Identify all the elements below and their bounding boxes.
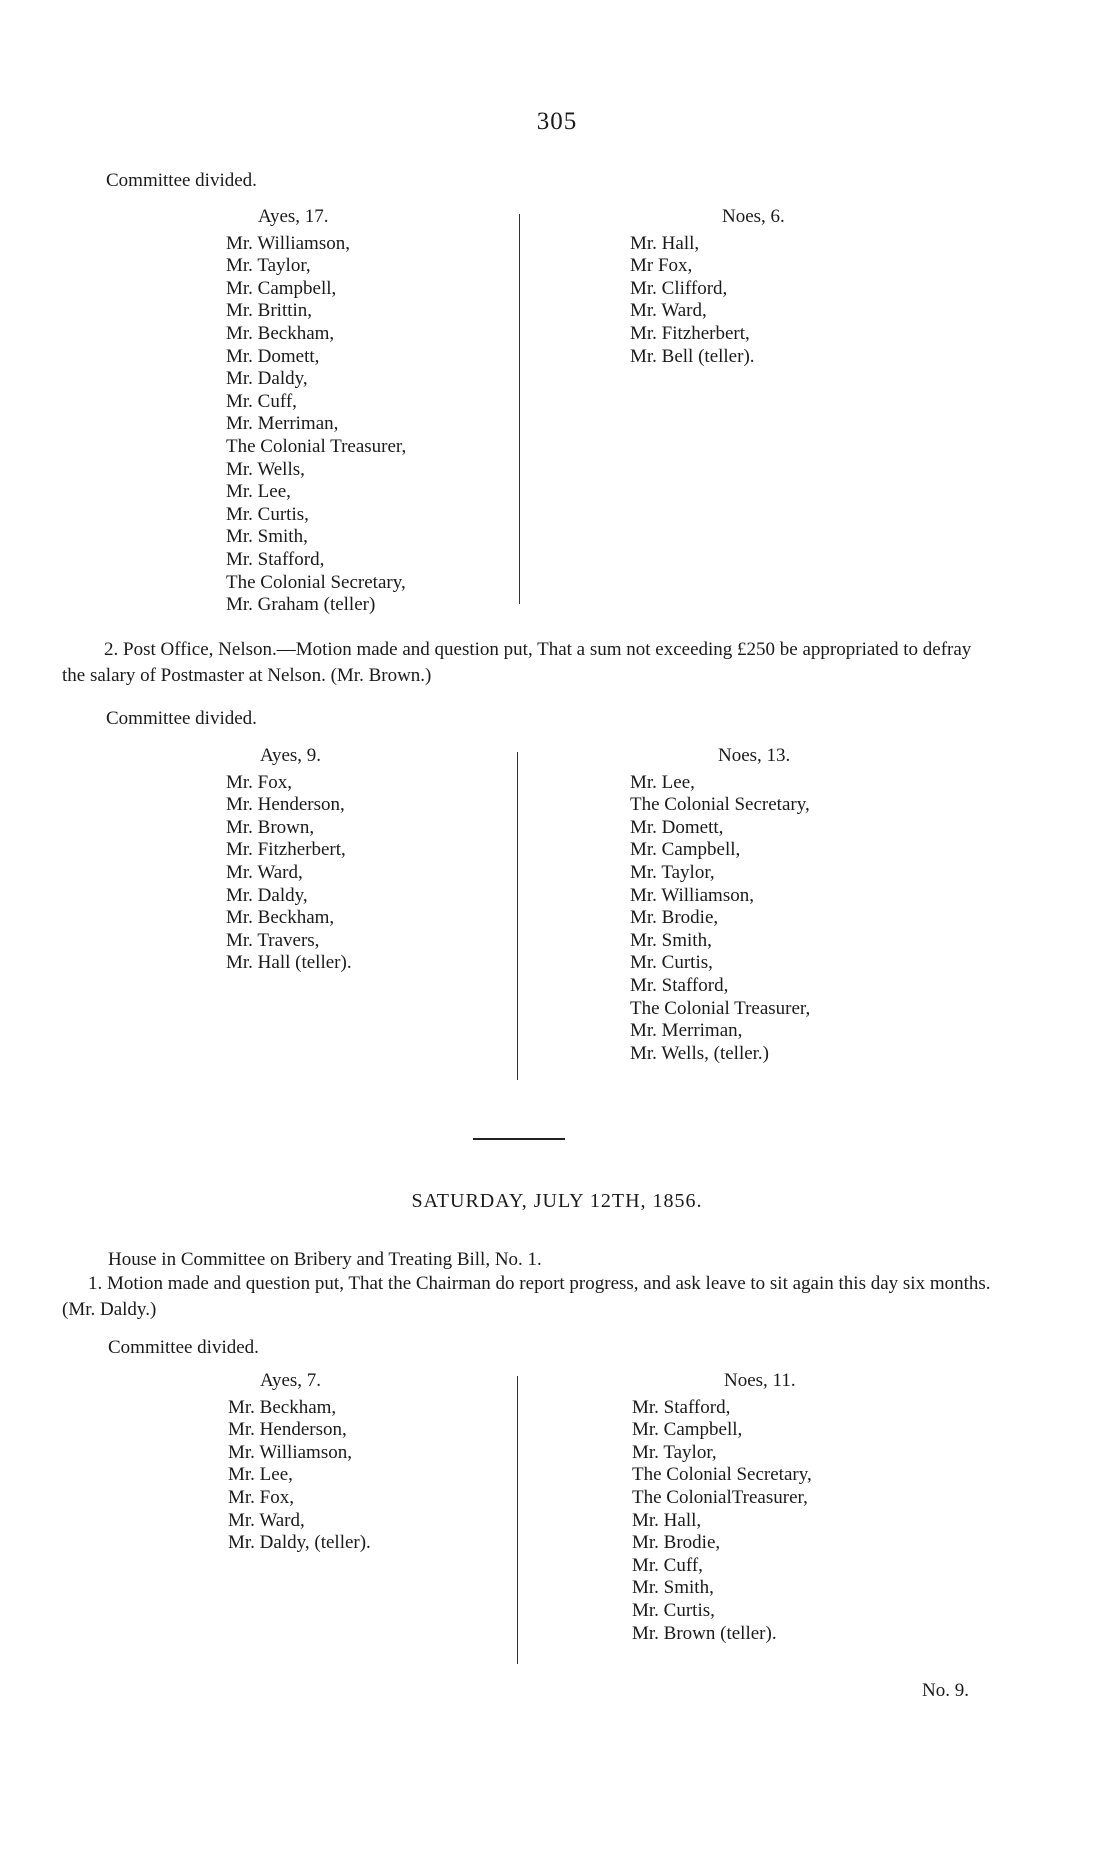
member-name: Mr. Travers, bbox=[226, 929, 320, 951]
member-name: Mr. Bell (teller). bbox=[630, 345, 755, 367]
noes-list-3 bbox=[632, 1397, 892, 1646]
committee-divided-2: Committee divided. bbox=[106, 708, 257, 729]
member-name: The Colonial Treasurer, bbox=[226, 435, 407, 457]
ayes-heading-2: Ayes, 9. bbox=[260, 745, 322, 766]
member-name: Mr. Merriman, bbox=[630, 1020, 743, 1042]
member-name: The ColonialTreasurer, bbox=[632, 1486, 808, 1508]
member-name: Mr. Williamson, bbox=[226, 232, 350, 254]
page-footer-number: No. 9. bbox=[922, 1680, 969, 1701]
member-name: Mr. Stafford, bbox=[630, 974, 729, 996]
member-name: The Colonial Secretary, bbox=[630, 794, 810, 816]
ayes-list-1 bbox=[226, 233, 486, 617]
ayes-column-3 bbox=[228, 1370, 488, 1555]
member-name: Mr. Fox, bbox=[228, 1486, 294, 1508]
member-name: Mr. Henderson, bbox=[228, 1419, 347, 1441]
motion-report-progress: 1. Motion made and question put, That the Chairman do report progress, and ask leave to sit again this day six months. (Mr. Daldy.) bbox=[62, 1273, 991, 1320]
member-name: Mr. Curtis, bbox=[632, 1599, 715, 1621]
house-in-committee: House in Committee on Bribery and Treating Bill, No. 1. bbox=[108, 1249, 542, 1270]
noes-list-1 bbox=[630, 233, 890, 369]
ayes-list-3 bbox=[228, 1397, 488, 1555]
ayes-heading-3: Ayes, 7. bbox=[260, 1370, 322, 1391]
noes-heading-2: Noes, 13. bbox=[718, 745, 791, 766]
member-name: Mr. Ward, bbox=[228, 1509, 305, 1531]
member-name: Mr. Henderson, bbox=[226, 794, 345, 816]
member-name: Mr. Cuff, bbox=[632, 1554, 703, 1576]
noes-heading-3: Noes, 11. bbox=[724, 1370, 796, 1391]
ayes-heading-1: Ayes, 17. bbox=[258, 206, 329, 227]
member-name: Mr. Campbell, bbox=[632, 1419, 743, 1441]
member-name: The Colonial Secretary, bbox=[226, 571, 406, 593]
member-name: Mr. Williamson, bbox=[630, 884, 754, 906]
member-name: Mr. Brittin, bbox=[226, 300, 313, 322]
committee-divided-1: Committee divided. bbox=[106, 170, 257, 191]
member-name: Mr. Stafford, bbox=[632, 1396, 731, 1418]
page-number: 305 bbox=[536, 108, 578, 135]
member-name: Mr. Williamson, bbox=[228, 1441, 352, 1463]
member-name: Mr. Brown (teller). bbox=[632, 1622, 777, 1644]
member-name: Mr. Beckham, bbox=[228, 1396, 337, 1418]
member-name: Mr. Curtis, bbox=[630, 952, 713, 974]
date-heading: SATURDAY, JULY 12TH, 1856. bbox=[411, 1190, 703, 1212]
member-name: Mr. Taylor, bbox=[226, 255, 311, 277]
member-name: Mr. Taylor, bbox=[632, 1441, 717, 1463]
member-name: Mr. Brodie, bbox=[630, 907, 719, 929]
member-name: Mr. Beckham, bbox=[226, 322, 335, 344]
ayes-column-2 bbox=[226, 745, 486, 975]
member-name: Mr. Daldy, bbox=[226, 884, 308, 906]
member-name: The Colonial Treasurer, bbox=[630, 997, 811, 1019]
member-name: Mr. Brodie, bbox=[632, 1532, 721, 1554]
member-name: Mr. Taylor, bbox=[630, 861, 715, 883]
column-divider-1 bbox=[519, 214, 520, 604]
member-name: Mr. Brown, bbox=[226, 816, 315, 838]
member-name: Mr. Domett, bbox=[226, 345, 320, 367]
member-name: Mr. Beckham, bbox=[226, 907, 335, 929]
noes-column-3 bbox=[632, 1370, 892, 1645]
member-name: Mr. Hall, bbox=[632, 1509, 702, 1531]
member-name: Mr. Wells, bbox=[226, 458, 305, 480]
column-divider-3 bbox=[517, 1376, 518, 1664]
member-name: Mr. Lee, bbox=[226, 481, 291, 503]
member-name: Mr. Graham (teller) bbox=[226, 594, 376, 616]
member-name: Mr. Fitzherbert, bbox=[630, 322, 750, 344]
member-name: Mr. Cuff, bbox=[226, 390, 297, 412]
member-name: Mr. Smith, bbox=[630, 929, 712, 951]
member-name: Mr. Domett, bbox=[630, 816, 724, 838]
member-name: Mr. Fitzherbert, bbox=[226, 839, 346, 861]
member-name: Mr Fox, bbox=[630, 255, 693, 277]
member-name: Mr. Fox, bbox=[226, 771, 292, 793]
member-name: Mr. Wells, (teller.) bbox=[630, 1042, 770, 1064]
member-name: Mr. Lee, bbox=[630, 771, 695, 793]
member-name: The Colonial Secretary, bbox=[632, 1464, 812, 1486]
member-name: Mr. Ward, bbox=[226, 861, 303, 883]
noes-column-2 bbox=[630, 745, 890, 1065]
member-name: Mr. Smith, bbox=[226, 526, 308, 548]
member-name: Mr. Smith, bbox=[632, 1577, 714, 1599]
ayes-list-2 bbox=[226, 772, 486, 975]
member-name: Mr. Lee, bbox=[228, 1464, 293, 1486]
item-2-post-office-nelson: 2. Post Office, Nelson.—Motion made and question put, That a sum not exceeding £250 be appropriated to defray the salary of Postmaster at Nelson. (Mr. Brown.) bbox=[62, 639, 972, 686]
member-name: Mr. Stafford, bbox=[226, 548, 325, 570]
column-divider-2 bbox=[517, 752, 518, 1080]
noes-column-1 bbox=[630, 206, 890, 368]
section-separator-rule bbox=[473, 1138, 565, 1140]
committee-divided-3: Committee divided. bbox=[108, 1337, 259, 1358]
member-name: Mr. Campbell, bbox=[226, 277, 337, 299]
ayes-column-1 bbox=[226, 206, 486, 617]
member-name: Mr. Hall, bbox=[630, 232, 700, 254]
member-name: Mr. Hall (teller). bbox=[226, 952, 352, 974]
member-name: Mr. Merriman, bbox=[226, 413, 339, 435]
noes-heading-1: Noes, 6. bbox=[722, 206, 785, 227]
member-name: Mr. Curtis, bbox=[226, 503, 309, 525]
member-name: Mr. Ward, bbox=[630, 300, 707, 322]
member-name: Mr. Clifford, bbox=[630, 277, 728, 299]
member-name: Mr. Daldy, (teller). bbox=[228, 1532, 371, 1554]
noes-list-2 bbox=[630, 772, 890, 1066]
member-name: Mr. Campbell, bbox=[630, 839, 741, 861]
member-name: Mr. Daldy, bbox=[226, 368, 308, 390]
